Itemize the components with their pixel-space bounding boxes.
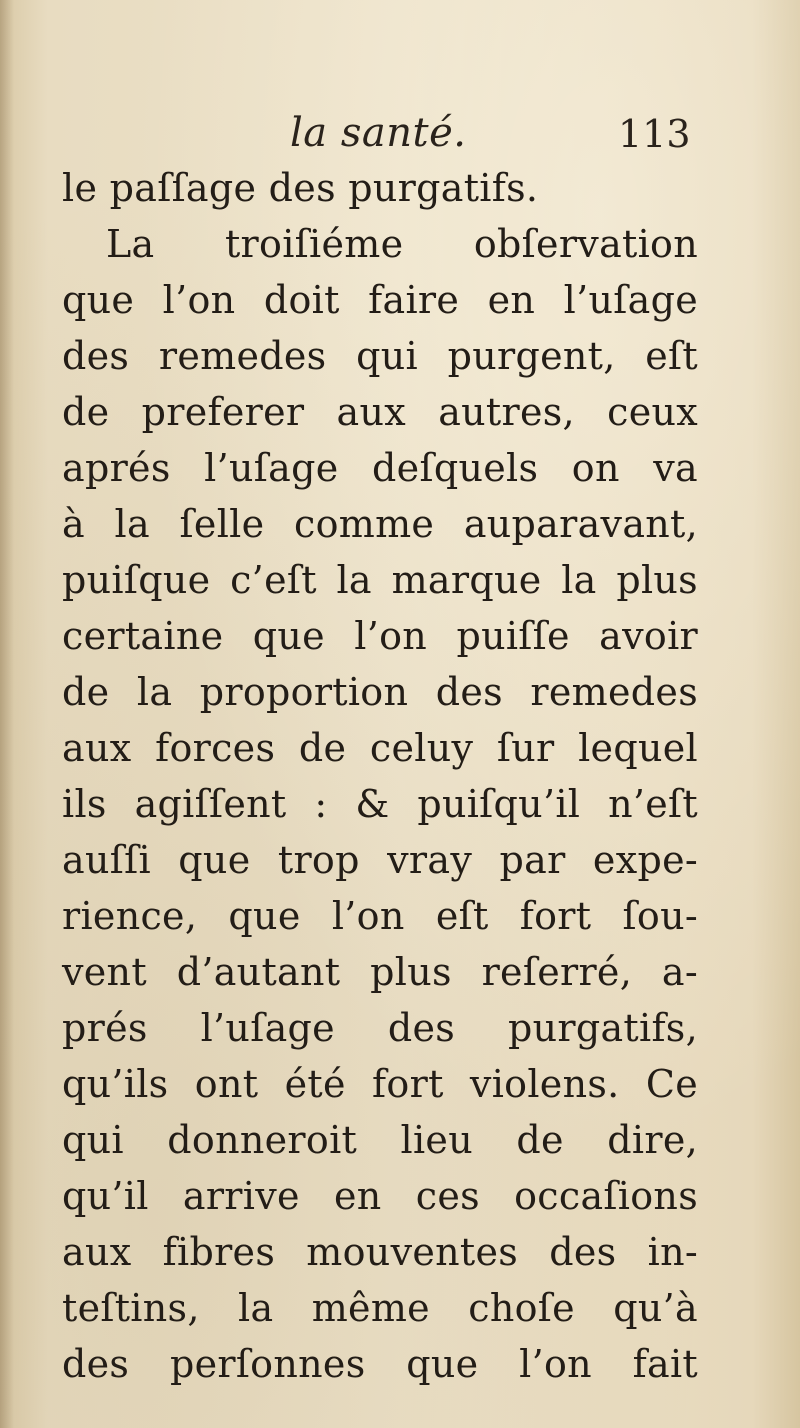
body-text	[62, 160, 698, 1392]
text-line: qu’il arrive en ces occaſions	[62, 1174, 698, 1218]
running-head	[0, 110, 800, 160]
text-line: teſtins, la même choſe qu’à	[62, 1286, 698, 1330]
running-title: la santé.	[290, 110, 467, 156]
text-line: qui donneroit lieu de dire,	[62, 1118, 698, 1162]
text-line: aprés l’uſage deſquels on va	[62, 446, 698, 490]
page-gutter-shadow	[0, 0, 14, 1428]
text-line: à la ſelle comme auparavant,	[62, 502, 698, 546]
text-line: aux fibres mouventes des in-	[62, 1230, 698, 1274]
page-number: 113	[618, 112, 691, 156]
text-line: le paſſage des purgatifs.	[62, 166, 539, 210]
text-line: de preferer aux autres, ceux	[62, 390, 698, 434]
text-line: rience, que l’on eſt fort ſou-	[62, 894, 698, 938]
text-line: de la proportion des remedes	[62, 670, 698, 714]
text-line: certaine que l’on puiſſe avoir	[62, 614, 698, 658]
paragraph-start-line: La troiſiéme obſervation	[106, 222, 698, 266]
text-line: ils agiſſent : & puiſqu’il n’eſt	[62, 782, 698, 826]
text-line: auſſi que trop vray par expe-	[62, 838, 698, 882]
text-line: des perſonnes que l’on fait	[62, 1342, 698, 1386]
text-line: vent d’autant plus reſerré, a-	[62, 950, 698, 994]
text-line: prés l’uſage des purgatifs,	[62, 1006, 698, 1050]
text-line: que l’on doit faire en l’uſage	[62, 278, 698, 322]
text-line: aux forces de celuy ſur lequel	[62, 726, 698, 770]
text-line: puiſque c’eſt la marque la plus	[62, 558, 698, 602]
text-line: des remedes qui purgent, eſt	[62, 334, 698, 378]
text-line: qu’ils ont été fort violens. Ce	[62, 1062, 698, 1106]
